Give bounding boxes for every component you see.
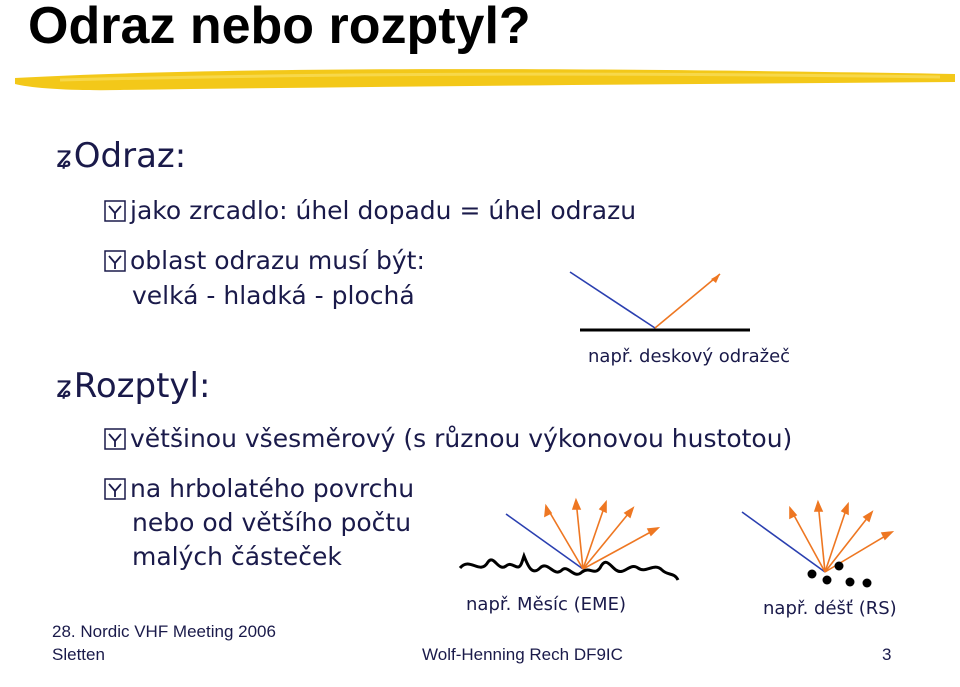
checkbox-bullet-icon (104, 478, 126, 500)
list-item-continuation: velká - hladká - plochá (132, 281, 415, 310)
list-item-continuation: malých částeček (132, 542, 342, 571)
slide-title: Odraz nebo rozptyl? (28, 0, 531, 55)
moon-scatter-diagram (458, 496, 688, 596)
checkbox-bullet-icon (104, 200, 126, 222)
footer-author: Wolf-Henning Rech DF9IC (422, 645, 623, 664)
page-number: 3 (882, 645, 892, 664)
reflector-caption: např. deskový odražeč (588, 346, 791, 367)
z-bullet-icon: ʑ (56, 140, 72, 175)
checkbox-bullet-icon (104, 428, 126, 450)
checkbox-bullet-icon (104, 250, 126, 272)
reflector-diagram (570, 270, 760, 340)
z-bullet-icon: ʑ (56, 370, 72, 405)
footer-meeting: 28. Nordic VHF Meeting 2006 (52, 622, 276, 641)
moon-caption: např. Měsíc (EME) (466, 594, 626, 615)
heading-odraz: ʑOdraz: (56, 136, 187, 176)
rain-caption: např. déšť (RS) (763, 598, 897, 619)
rain-scatter-diagram (740, 500, 900, 600)
title-underline-stroke (0, 60, 960, 100)
list-item: na hrbolatého povrchu (104, 474, 414, 503)
list-item: většinou všesměrový (s různou výkonovou hustotou) (104, 424, 792, 453)
list-item-continuation: nebo od většího počtu (132, 508, 412, 537)
list-item: oblast odrazu musí být: (104, 246, 425, 275)
list-item: jako zrcadlo: úhel dopadu = úhel odrazu (104, 196, 636, 225)
footer-place: Sletten (52, 645, 105, 664)
heading-rozptyl: ʑRozptyl: (56, 366, 211, 406)
